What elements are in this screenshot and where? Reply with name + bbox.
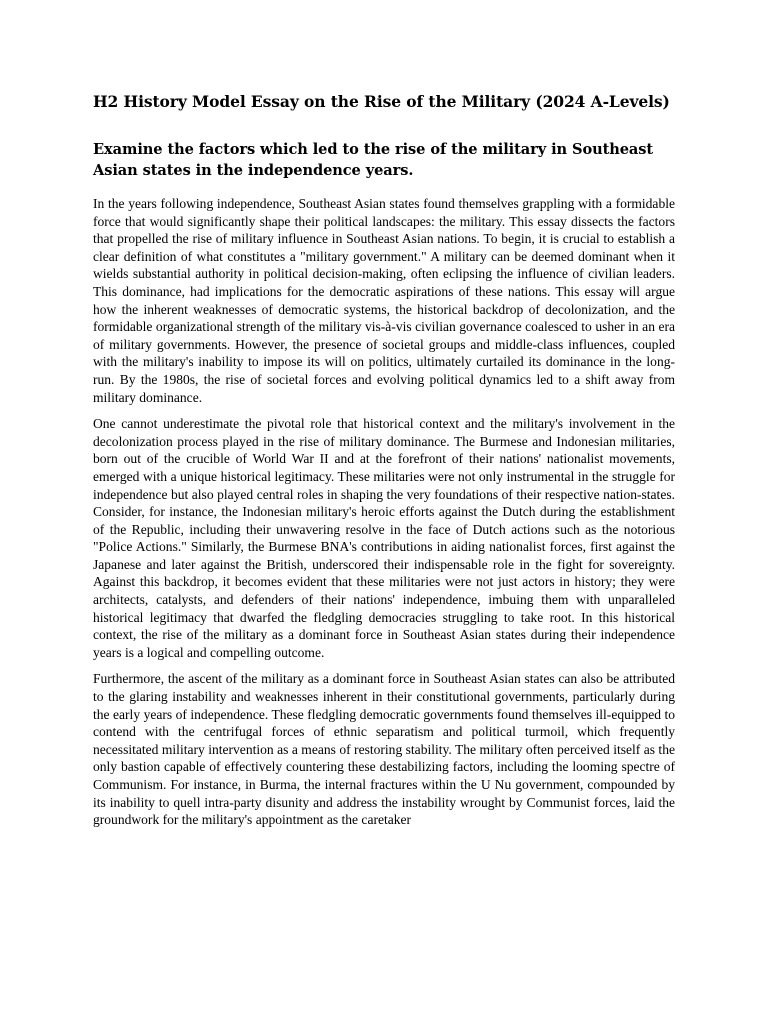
paragraph-introduction: In the years following independence, Southeast Asian states found themselves grappling with a formidable force that would significantly shape their political landscapes: the military. This essay dissects the factors that propelled the rise of military influence in Southeast Asian nations. To begin, it is crucial to establish a clear definition of what constitutes a "military government." A military can be deemed dominant when it wields substantial authority in political decision-making, often eclipsing the influence of civilian leaders. This dominance, had implications for the democratic aspirations of these nations. This essay will argue how the inherent weaknesses of democratic systems, the historical backdrop of decolonization, and the formidable organizational strength of the military vis-à-vis civilian governance coalesced to usher in an era of military governments. However, the presence of societal groups and middle-class influences, coupled with the military's inability to impose its will on politics, ultimately curtailed its dominance in the long-run. By the 1980s, the rise of societal forces and evolving political dynamics led to a shift away from military dominance. [93,196,675,405]
document-title: H2 History Model Essay on the Rise of the Military (2024 A-Levels) [93,92,670,111]
essay-question: Examine the factors which led to the rise of the military in Southeast Asian states in the independence years. [93,141,654,179]
document-page [93,92,675,838]
paragraph-constitutional-weakness: Furthermore, the ascent of the military as a dominant force in Southeast Asian states can also be attributed to the glaring instability and weaknesses inherent in their constitutional governments, particularly during the early years of independence. These fledgling democratic governments found themselves ill-equipped to contend with the centrifugal forces of ethnic separatism and political turmoil, which frequently necessitated military intervention as a means of restoring stability. The military often perceived itself as the only bastion capable of effectively countering these destabilizing factors, including the looming spectre of Communism. For instance, in Burma, the internal fractures within the U Nu government, compounded by its inability to quell intra-party disunity and address the instability wrought by Communist forces, laid the groundwork for the military's appointment as the caretaker [93,671,675,828]
paragraph-historical-context: One cannot underestimate the pivotal role that historical context and the military's involvement in the decolonization process played in the rise of military dominance. The Burmese and Indonesian militaries, born out of the crucible of World War II and at the forefront of their nations' nationalist movements, emerged with a unique historical legitimacy. These militaries were not only instrumental in the struggle for independence but also played central roles in shaping the very foundations of their respective nation-states. Consider, for instance, the Indonesian military's heroic efforts against the Dutch during the establishment of the Republic, including their unwavering resolve in the face of Dutch actions such as the notorious "Police Actions." Similarly, the Burmese BNA's contributions in aiding nationalist forces, first against the Japanese and later against the British, underscored their indispensable role in the fight for sovereignty. Against this backdrop, it becomes evident that these militaries were not just actors in history; they were architects, catalysts, and defenders of their nations' independence, imbuing them with unparalleled historical legitimacy that dwarfed the fledgling democracies struggling to take root. In this historical context, the rise of the military as a dominant force in Southeast Asian states during their independence years is a logical and compelling outcome. [93,416,675,660]
